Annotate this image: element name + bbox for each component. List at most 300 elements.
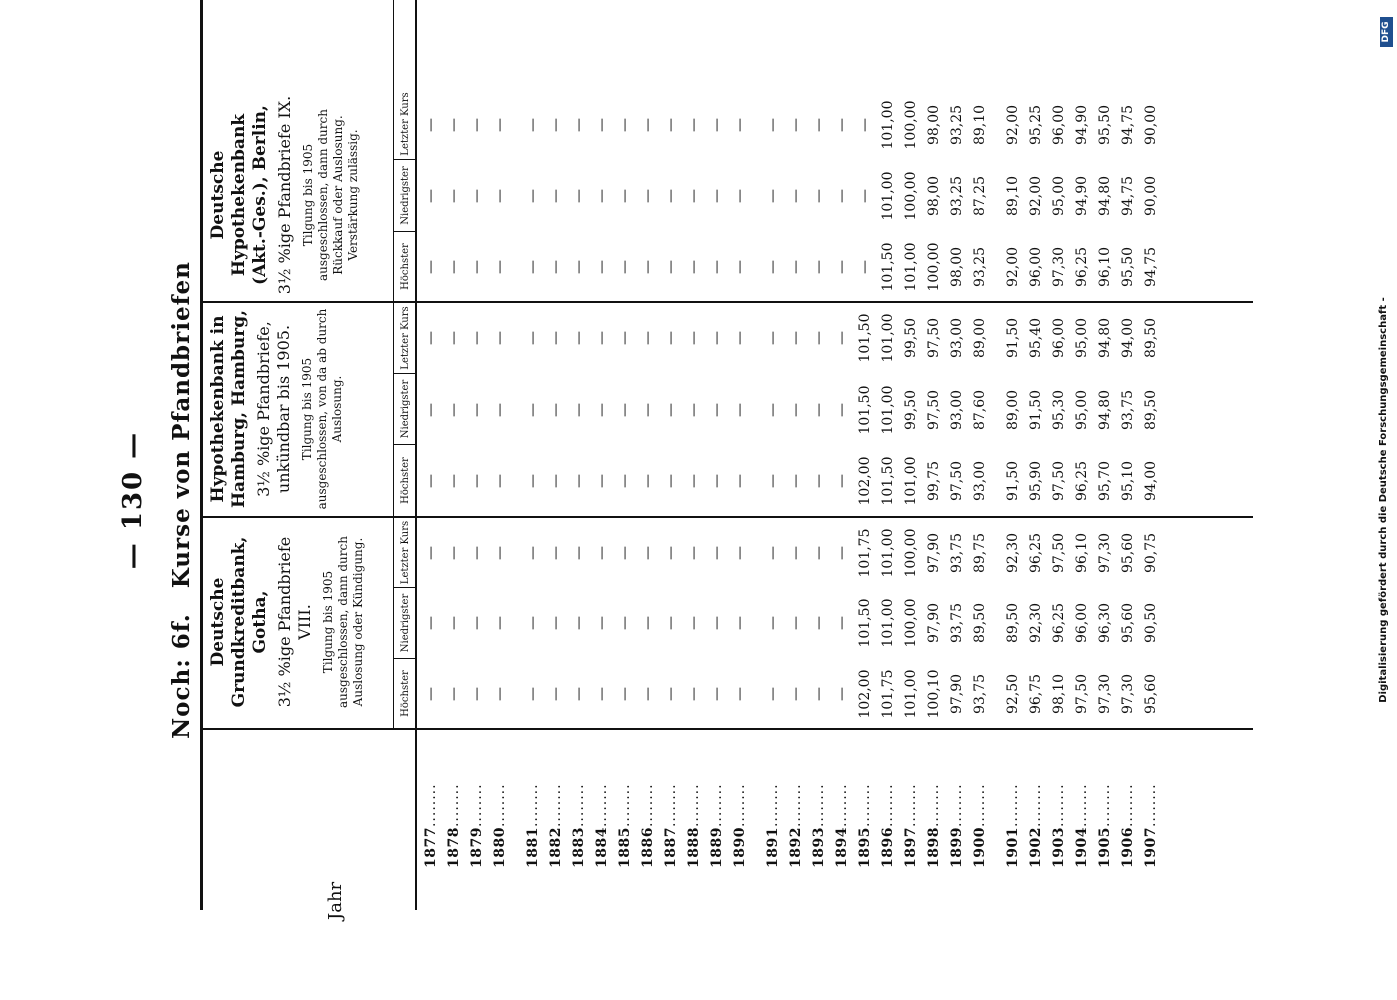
table-row — [683, 0, 706, 1000]
subheader-last: Letzter Kurs — [400, 520, 411, 585]
price-cell: — — [446, 687, 462, 701]
price-cell: — — [709, 331, 725, 345]
leader-dots: ........ — [617, 783, 633, 828]
price-cell: — — [709, 260, 725, 274]
price-cell: 94,90 — [1074, 175, 1090, 217]
price-cell: — — [571, 403, 587, 417]
price-cell: 96,75 — [1028, 673, 1044, 715]
price-cell: — — [834, 403, 850, 417]
price-cell: 87,60 — [972, 389, 988, 431]
price-cell: — — [446, 616, 462, 630]
price-cell: — — [548, 189, 564, 203]
year-cell — [614, 718, 637, 868]
price-cell: 94,75 — [1120, 104, 1136, 146]
year-label: 1886 — [640, 827, 656, 868]
group-note: Tilgung bis 1905 ausgeschlossen, dann durch Rückkauf oder Auslosung. Verstärkung zulässig. — [301, 109, 360, 281]
table-row — [969, 0, 992, 1000]
price-cell: — — [811, 546, 827, 560]
price-cell: — — [834, 616, 850, 630]
price-cell: — — [788, 546, 804, 560]
price-cell: — — [686, 331, 702, 345]
year-cell — [785, 718, 808, 868]
price-cell: 89,50 — [1143, 317, 1159, 359]
dfg-logo: DFG — [1380, 17, 1393, 47]
price-cell: — — [469, 189, 485, 203]
title-label: Noch: 6f. — [168, 613, 195, 739]
price-cell: — — [788, 403, 804, 417]
price-cell: 101,00 — [903, 669, 919, 719]
price-cell: — — [617, 260, 633, 274]
price-cell: — — [788, 260, 804, 274]
price-cell: 94,80 — [1097, 317, 1113, 359]
year-cell — [522, 718, 545, 868]
price-cell: 97,50 — [926, 389, 942, 431]
price-cell: 98,00 — [926, 175, 942, 217]
price-cell: — — [423, 616, 439, 630]
price-cell: — — [617, 616, 633, 630]
year-label: 1877 — [423, 827, 439, 868]
price-cell: 100,10 — [926, 669, 942, 719]
price-cell: 93,00 — [949, 317, 965, 359]
price-cell: — — [640, 687, 656, 701]
price-cell: 95,60 — [1120, 602, 1136, 644]
price-cell: — — [765, 403, 781, 417]
leader-dots: ........ — [765, 783, 781, 828]
price-cell: 97,90 — [949, 673, 965, 715]
price-cell: 91,50 — [1005, 317, 1021, 359]
price-cell: 92,00 — [1028, 175, 1044, 217]
price-cell: 91,50 — [1028, 389, 1044, 431]
price-cell: 101,00 — [880, 528, 896, 578]
year-cell — [831, 718, 854, 868]
year-label: 1878 — [446, 827, 462, 868]
price-cell: — — [446, 546, 462, 560]
price-cell: — — [617, 546, 633, 560]
year-label: 1889 — [709, 827, 725, 868]
price-cell: — — [788, 616, 804, 630]
price-cell: — — [594, 118, 610, 132]
year-cell — [1048, 718, 1071, 868]
price-cell: — — [594, 546, 610, 560]
price-cell: — — [732, 331, 748, 345]
price-cell: 89,75 — [972, 532, 988, 574]
price-cell: — — [640, 331, 656, 345]
price-cell: — — [732, 616, 748, 630]
year-cell — [923, 718, 946, 868]
subheader-last: Letzter Kurs — [400, 306, 411, 370]
group-note: Tilgung bis 1905 ausgeschlossen, von da ab durch Auslosung. — [300, 308, 344, 510]
price-cell: — — [788, 687, 804, 701]
price-cell: — — [423, 687, 439, 701]
year-cell — [637, 718, 660, 868]
title-text: Kurse von Pfandbriefen — [168, 261, 195, 589]
price-cell: 101,50 — [857, 385, 873, 435]
price-cell: — — [525, 474, 541, 488]
year-label: 1896 — [880, 827, 896, 868]
price-cell: — — [686, 616, 702, 630]
year-label: 1888 — [686, 827, 702, 868]
price-cell: 95,00 — [1074, 389, 1090, 431]
year-label: 1881 — [525, 827, 541, 868]
table-row — [1048, 0, 1071, 1000]
price-cell: 91,50 — [1005, 460, 1021, 502]
price-cell: 102,00 — [857, 456, 873, 506]
price-cell: 93,25 — [972, 246, 988, 288]
price-cell: — — [469, 331, 485, 345]
price-cell: — — [469, 118, 485, 132]
price-cell: — — [663, 118, 679, 132]
price-cell: — — [788, 474, 804, 488]
price-cell: 97,50 — [1074, 673, 1090, 715]
year-label: 1885 — [617, 827, 633, 868]
price-cell: — — [446, 331, 462, 345]
year-cell — [1094, 718, 1117, 868]
price-cell: — — [571, 616, 587, 630]
price-cell: 100,00 — [903, 171, 919, 221]
price-cell: — — [811, 331, 827, 345]
price-cell: 89,10 — [1005, 175, 1021, 217]
price-cell: — — [765, 118, 781, 132]
leader-dots: ........ — [732, 783, 748, 828]
price-cell: 101,00 — [880, 598, 896, 648]
price-cell: — — [686, 118, 702, 132]
table-row — [1002, 0, 1025, 1000]
price-cell: 95,90 — [1028, 460, 1044, 502]
price-cell: — — [732, 546, 748, 560]
table-row — [466, 0, 489, 1000]
price-cell: — — [732, 118, 748, 132]
price-cell: — — [594, 687, 610, 701]
price-cell: — — [571, 260, 587, 274]
price-cell: 95,10 — [1120, 460, 1136, 502]
leader-dots: ........ — [525, 783, 541, 828]
price-cell: 99,50 — [903, 317, 919, 359]
price-cell: 100,00 — [903, 100, 919, 150]
year-label: 1890 — [732, 827, 748, 868]
price-cell: — — [663, 189, 679, 203]
price-cell: — — [548, 403, 564, 417]
price-cell: — — [617, 331, 633, 345]
price-cell: — — [811, 189, 827, 203]
leader-dots: ........ — [880, 783, 896, 828]
price-cell: 94,75 — [1120, 175, 1136, 217]
price-cell: — — [548, 331, 564, 345]
price-cell: — — [765, 331, 781, 345]
price-cell: 100,00 — [903, 598, 919, 648]
price-cell: — — [492, 546, 508, 560]
price-cell: — — [857, 118, 873, 132]
year-cell — [1117, 718, 1140, 868]
price-cell: — — [594, 616, 610, 630]
price-cell: — — [663, 260, 679, 274]
leader-dots: ........ — [709, 783, 725, 828]
year-cell — [466, 718, 489, 868]
year-cell — [568, 718, 591, 868]
price-cell: — — [594, 331, 610, 345]
leader-dots: ........ — [972, 783, 988, 828]
price-cell: — — [732, 687, 748, 701]
price-cell: — — [492, 118, 508, 132]
year-cell — [591, 718, 614, 868]
price-cell: — — [525, 616, 541, 630]
price-cell: — — [834, 260, 850, 274]
year-label: 1880 — [492, 827, 508, 868]
price-cell: — — [686, 260, 702, 274]
price-cell: — — [492, 260, 508, 274]
leader-dots: ........ — [663, 783, 679, 828]
year-cell — [489, 718, 512, 868]
price-cell: 97,30 — [1051, 246, 1067, 288]
leader-dots: ........ — [926, 783, 942, 828]
price-cell: — — [663, 616, 679, 630]
table-row — [1025, 0, 1048, 1000]
year-header: Jahr — [325, 881, 346, 920]
price-cell: 96,00 — [1051, 104, 1067, 146]
price-cell: — — [492, 189, 508, 203]
price-cell: 95,00 — [1051, 175, 1067, 217]
price-cell: 100,00 — [926, 242, 942, 292]
price-cell: 101,00 — [880, 171, 896, 221]
price-cell: — — [469, 616, 485, 630]
price-cell: 99,50 — [903, 389, 919, 431]
table-row — [946, 0, 969, 1000]
price-cell: — — [709, 687, 725, 701]
price-cell: 97,30 — [1120, 673, 1136, 715]
price-cell: — — [423, 474, 439, 488]
price-cell: — — [640, 616, 656, 630]
price-cell: 97,50 — [926, 317, 942, 359]
price-cell: — — [617, 687, 633, 701]
price-cell: — — [525, 189, 541, 203]
year-label: 1897 — [903, 827, 919, 868]
year-label: 1893 — [811, 827, 827, 868]
price-cell: — — [732, 260, 748, 274]
price-cell: 94,00 — [1120, 317, 1136, 359]
year-cell — [420, 718, 443, 868]
year-cell — [900, 718, 923, 868]
price-cell: — — [469, 403, 485, 417]
price-cell: 90,50 — [1143, 602, 1159, 644]
price-cell: 92,50 — [1005, 673, 1021, 715]
group-header — [208, 308, 345, 510]
price-cell: 96,25 — [1074, 246, 1090, 288]
price-cell: 97,50 — [1051, 460, 1067, 502]
year-cell — [1071, 718, 1094, 868]
price-cell: 89,50 — [1005, 602, 1021, 644]
leader-dots: ........ — [548, 783, 564, 828]
price-cell: 96,10 — [1074, 532, 1090, 574]
price-cell: 93,25 — [949, 175, 965, 217]
price-cell: 96,00 — [1028, 246, 1044, 288]
table-row — [489, 0, 512, 1000]
table-row — [831, 0, 854, 1000]
price-cell: — — [469, 546, 485, 560]
price-cell: — — [423, 331, 439, 345]
price-cell: 93,75 — [949, 602, 965, 644]
price-cell: — — [525, 331, 541, 345]
price-cell: 98,00 — [926, 104, 942, 146]
price-cell: — — [640, 474, 656, 488]
price-cell: 87,25 — [972, 175, 988, 217]
price-cell: — — [663, 687, 679, 701]
price-cell: 97,90 — [926, 532, 942, 574]
year-label: 1879 — [469, 827, 485, 868]
price-cell: — — [640, 260, 656, 274]
year-cell — [808, 718, 831, 868]
price-cell: 97,30 — [1097, 673, 1113, 715]
price-cell: — — [834, 546, 850, 560]
price-cell: — — [594, 474, 610, 488]
table-row — [443, 0, 466, 1000]
year-cell — [762, 718, 785, 868]
price-cell: 98,00 — [949, 246, 965, 288]
leader-dots: ........ — [788, 783, 804, 828]
year-label: 1891 — [765, 827, 781, 868]
subheader-low: Niedrigster — [400, 593, 411, 653]
price-cell: 94,90 — [1074, 104, 1090, 146]
year-label: 1901 — [1005, 827, 1021, 868]
price-cell: — — [686, 474, 702, 488]
price-cell: — — [571, 189, 587, 203]
table-top-rule — [200, 0, 203, 910]
leader-dots: ........ — [949, 783, 965, 828]
leader-dots: ........ — [857, 783, 873, 828]
table-row — [568, 0, 591, 1000]
price-cell: — — [834, 474, 850, 488]
table-row — [1117, 0, 1140, 1000]
price-cell: 95,25 — [1028, 104, 1044, 146]
price-cell: — — [525, 546, 541, 560]
year-label: 1887 — [663, 827, 679, 868]
price-cell: — — [834, 189, 850, 203]
price-cell: 93,25 — [949, 104, 965, 146]
price-cell: 97,50 — [949, 460, 965, 502]
subheader-high: Höchster — [400, 457, 411, 504]
price-cell: 95,00 — [1074, 317, 1090, 359]
year-cell — [660, 718, 683, 868]
price-cell: 101,00 — [903, 456, 919, 506]
price-cell: — — [469, 474, 485, 488]
price-cell: 89,00 — [972, 317, 988, 359]
price-cell: — — [423, 546, 439, 560]
subheader-high: Höchster — [400, 670, 411, 717]
price-cell: — — [617, 474, 633, 488]
price-cell: 92,00 — [1005, 104, 1021, 146]
price-cell: — — [765, 474, 781, 488]
group-desc: 3½ %ige Pfandbriefe IX. — [275, 95, 294, 295]
price-cell: — — [571, 118, 587, 132]
price-cell: — — [686, 546, 702, 560]
group-desc: 3½ %ige Pfandbriefe, unkündbar bis 1905. — [254, 321, 293, 497]
price-cell: — — [571, 331, 587, 345]
price-cell: — — [732, 189, 748, 203]
price-cell: — — [788, 331, 804, 345]
leader-dots: ........ — [594, 783, 610, 828]
subheader-low: Niedrigster — [400, 379, 411, 439]
group-name: Hypothekenbank in Hamburg, Hamburg, — [208, 309, 249, 509]
price-cell: — — [548, 616, 564, 630]
price-cell: — — [548, 546, 564, 560]
price-cell: 89,50 — [1143, 389, 1159, 431]
price-cell: — — [548, 687, 564, 701]
price-cell: — — [617, 189, 633, 203]
year-cell — [706, 718, 729, 868]
year-label: 1892 — [788, 827, 804, 868]
table-row — [637, 0, 660, 1000]
price-cell: — — [686, 403, 702, 417]
price-cell: — — [469, 687, 485, 701]
price-cell: 90,00 — [1143, 104, 1159, 146]
price-cell: 92,30 — [1028, 602, 1044, 644]
price-cell: — — [765, 687, 781, 701]
price-cell: — — [834, 687, 850, 701]
subheader-high: Höchster — [400, 243, 411, 290]
price-cell: 89,50 — [972, 602, 988, 644]
price-cell: — — [594, 260, 610, 274]
price-cell: — — [686, 189, 702, 203]
price-cell: — — [525, 118, 541, 132]
year-label: 1903 — [1051, 827, 1067, 868]
price-cell: — — [492, 331, 508, 345]
leader-dots: ........ — [469, 783, 485, 828]
price-cell: — — [834, 331, 850, 345]
table-row — [706, 0, 729, 1000]
price-cell: — — [765, 616, 781, 630]
year-cell — [729, 718, 752, 868]
price-cell: — — [709, 403, 725, 417]
leader-dots: ........ — [1051, 783, 1067, 828]
price-cell: — — [423, 260, 439, 274]
price-cell: 101,50 — [857, 598, 873, 648]
subheader-low: Niedrigster — [400, 166, 411, 225]
table-row — [614, 0, 637, 1000]
price-cell: — — [811, 118, 827, 132]
table-row — [785, 0, 808, 1000]
price-cell: 96,00 — [1051, 317, 1067, 359]
price-cell: — — [663, 403, 679, 417]
price-cell: — — [548, 260, 564, 274]
group-name: Deutsche Grundkreditbank, Gotha, — [208, 536, 270, 708]
year-cell — [1002, 718, 1025, 868]
price-cell: — — [446, 260, 462, 274]
price-cell: — — [571, 546, 587, 560]
page-number: — 130 — — [118, 430, 148, 570]
price-cell: 101,00 — [880, 100, 896, 150]
price-cell: 96,00 — [1074, 602, 1090, 644]
leader-dots: ........ — [423, 783, 439, 828]
price-cell: — — [765, 260, 781, 274]
price-cell: — — [492, 687, 508, 701]
year-label: 1899 — [949, 827, 965, 868]
price-cell: 93,75 — [972, 673, 988, 715]
price-cell: — — [446, 189, 462, 203]
price-cell: — — [492, 403, 508, 417]
digitization-note: Digitalisierung gefördert durch die Deutsche Forschungsgemeinschaft - — [1378, 297, 1389, 703]
price-cell: 89,00 — [1005, 389, 1021, 431]
price-cell: 90,75 — [1143, 532, 1159, 574]
price-cell: — — [709, 474, 725, 488]
price-cell: 94,80 — [1097, 175, 1113, 217]
price-cell: — — [525, 260, 541, 274]
price-cell: — — [857, 189, 873, 203]
price-cell: — — [857, 260, 873, 274]
price-cell: — — [446, 474, 462, 488]
year-label: 1900 — [972, 827, 988, 868]
year-cell — [1140, 718, 1163, 868]
year-label: 1904 — [1074, 827, 1090, 868]
price-cell: — — [571, 687, 587, 701]
price-cell: — — [423, 403, 439, 417]
